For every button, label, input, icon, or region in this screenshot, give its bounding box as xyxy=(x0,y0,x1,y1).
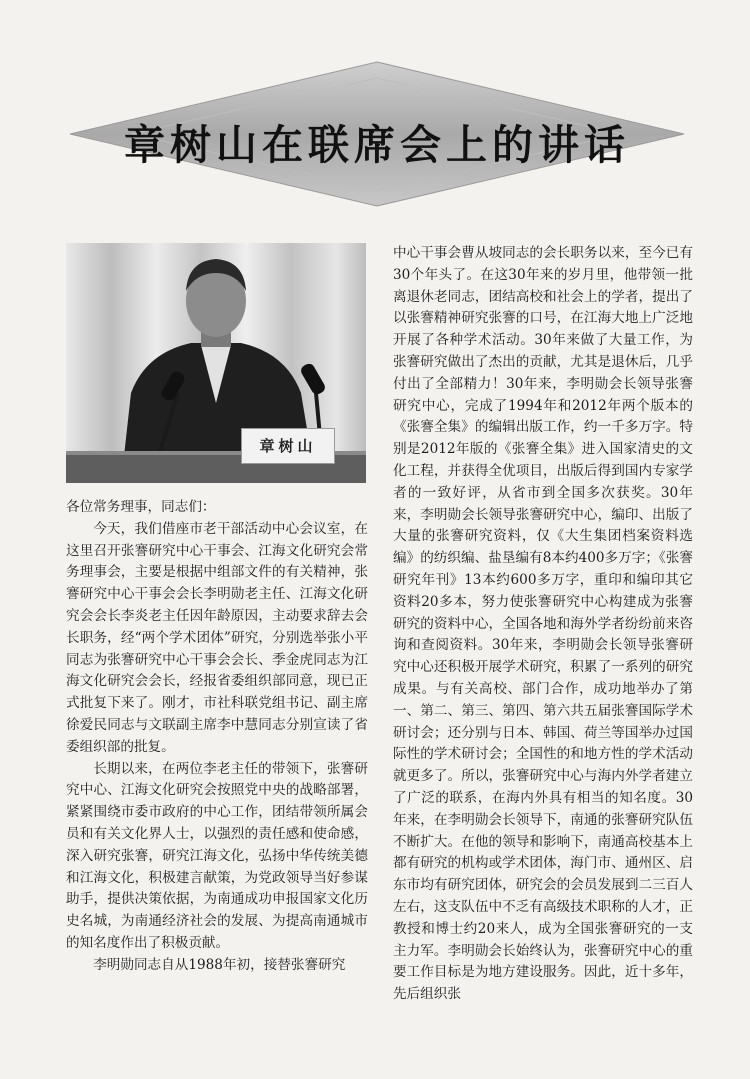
paragraph: 李明勋同志自从1988年初，接替张謇研究 xyxy=(93,956,346,973)
nameplate: 章树山 xyxy=(241,428,335,464)
paragraph-continued: 中心干事会曹从坡同志的会长职务以来，至今已有30个年头了。在这30年来的岁月里，他带领一批离退休老同志，团结高校和社会上的学者，提出了以张謇精神研究张謇的口号，在江海大地上广泛地开展了各种学术活动。30年来做了大量工作，为张謇研究做出了杰出的贡献，尤其是退休后，几乎付出了全部精力！30年来，李明勋会长领导张謇研究中心，完成了1994年和2012年两个版本的《张謇全集》的编辑出版工作，约一千多万字。特别是2012年版的《张謇全集》进入国家清史的文化工程，并获得全优项目，出版后得到国内专家学者的一致好评，从省市到全国多次获奖。30年来，李明勋会长领导张謇研究中心，编印、出版了大量的张謇研究资料，仅《大生集团档案资料选编》的纺织编、盐垦编有8本约400多万字；《张謇研究年刊》13本约600多万字，重印和编印其它资料20多本，努力使张謇研究中心构建成为张謇研究的资料中心，全国各地和海外学者纷纷前来咨询和查阅资料。30年来，李明勋会长领导张謇研究中心还积极开展学术研究，积累了一系列的研究成果。与有关高校、部门合作，成功地举办了第一、第二、第三、第四、第六共五届张謇国际学术研讨会；还分别与日本、韩国、荷兰等国举办过国际性的学术研讨会；全国性的和地方性的学术活动就更多了。所以，张謇研究中心与海内外学者建立了广泛的联系，在海内外具有相当的知名度。30年来，在李明勋会长领导下，南通的张謇研究队伍不断扩大。在他的领导和影响下，南通高校基本上都有研究的机构或学术团体，海门市、通州区、启东市均有研究团体，研究会的会员发展到二三百人左右，这支队伍中不乏有高级技术职称的人才，正教授和博士约20来人，成为全国张謇研究的一支主力军。李明勋会长始终认为，张謇研究中心的重要工作目标是为地方建设服务。因此，近十多年，先后组织张 xyxy=(393,245,693,1003)
title-banner xyxy=(62,60,692,208)
salutation: 各位常务理事，同志们： xyxy=(66,499,216,515)
left-text-column xyxy=(66,497,368,977)
paragraph: 长期以来，在两位李老主任的带领下，张謇研究中心、江海文化研究会按照党中央的战略部署，紧紧围绕市委市政府的中心工作，团结带领所属会员和有关文化界人士，以强烈的责任感和使命感，深入研究张謇，研究江海文化，弘扬中华传统美德和江海文化，积极建言献策，为党政领导当好参谋助手，提供决策依据，为南通成功申报国家文化历史名城，为南通经济社会的发展、为提高南通城市的知名度作出了积极贡献。 xyxy=(66,760,368,951)
right-text-column xyxy=(393,243,693,1006)
paragraph: 今天，我们借座市老干部活动中心会议室，在这里召开张謇研究中心干事会、江海文化研究会常务理事会，主要是根据中组部文件的有关精神，张謇研究中心干事会会长李明勋老主任、江海文化研究会会长李炎老主任因年龄原因，主动要求辞去会长职务，经“两个学术团体”研究，分别选举张小平同志为张謇研究中心干事会会长、季金虎同志为江海文化研究会会长，经报省委组织部同意，现已正式批复下来了。刚才，市社科联党组书记、副主席徐爱民同志与文联副主席李中慧同志分别宣读了省委组织部的批复。 xyxy=(66,520,368,755)
speaker-photo xyxy=(66,243,366,483)
page-title: 章树山在联席会上的讲话 xyxy=(124,121,630,169)
